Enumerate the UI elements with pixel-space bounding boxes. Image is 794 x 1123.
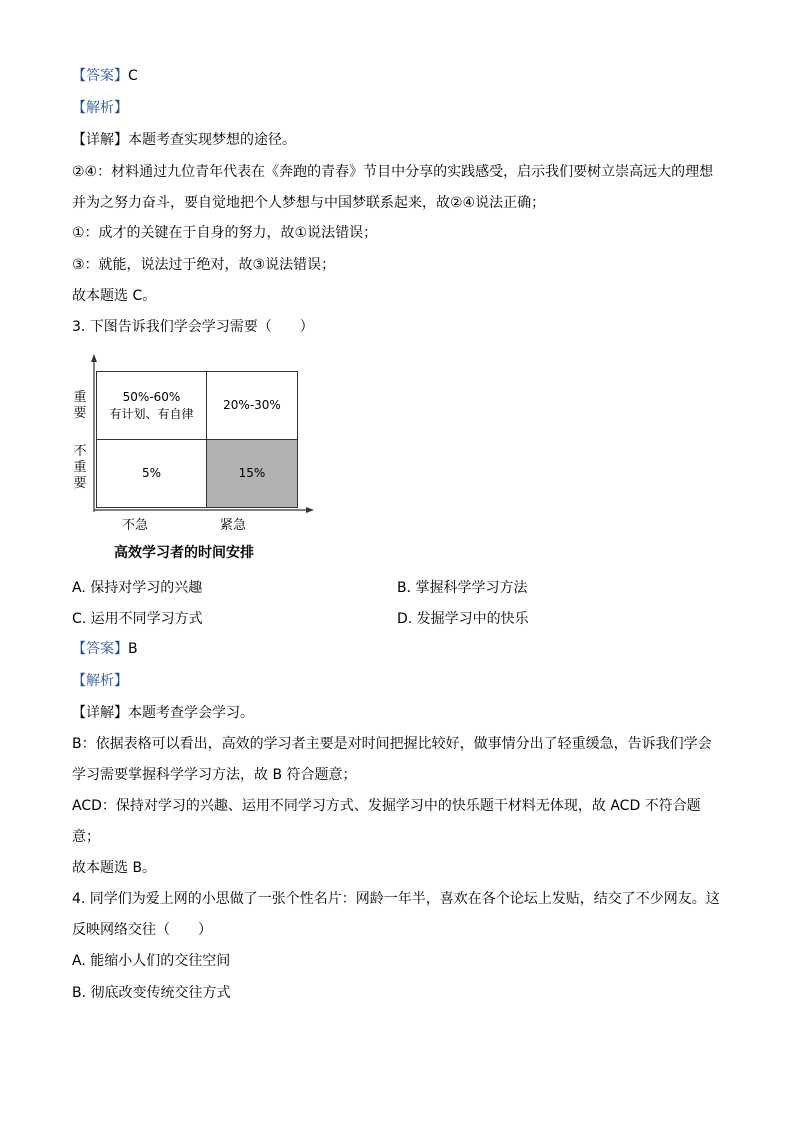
q3-answer-line [72,640,138,658]
q4-stem-line-2: 反映网络交往（ ） [72,922,212,938]
cell-value: 5% [141,466,162,480]
q2-line-4: ③：就能，说法过于绝对，故③说法错误； [72,257,336,273]
cell-important-urgent [206,371,298,440]
option-c: C. 运用不同学习方式 [72,611,203,627]
x-label-not-urgent: 不急 [122,518,149,533]
detail-label: 【详解】 [72,132,128,148]
q4-option-a: A. 能缩小人们的交往空间 [72,953,231,969]
analysis-label: 【解析】 [72,673,128,689]
detail-label: 【详解】 [72,705,128,721]
figure-title: 高效学习者的时间安排 [114,545,254,561]
cell-unimportant-urgent [206,439,298,508]
cell-value: 20%-30% [223,398,281,412]
y-label-unimportant: 不重要 [73,444,87,491]
q2-answer-line [72,67,138,85]
cell-value: 50%-60% [122,389,181,404]
detail-text: 本题考查实现梦想的途径。 [128,132,296,148]
y-label-important: 重要 [73,390,87,421]
q2-detail-line [72,131,296,149]
answer-label: 【答案】 [72,641,128,657]
option-b: B. 掌握科学学习方法 [397,580,528,596]
cell-value: 15% [238,466,266,480]
option-d: D. 发掘学习中的快乐 [397,611,529,627]
q2-conclusion: 故本题选 C。 [72,288,157,304]
analysis-label: 【解析】 [72,100,128,116]
cell-important-not-urgent [96,371,207,440]
q3-conclusion: 故本题选 B。 [72,860,157,876]
q4-stem-line-1: 4. 同学们为爱上网的小思做了一张个性名片：网龄一年半，喜欢在各个论坛上发贴，结交了不少网友。这 [72,891,720,907]
time-matrix-figure [70,352,330,566]
q2-line-2: 并为之努力奋斗，要自觉地把个人梦想与中国梦联系起来，故②④说法正确； [72,195,546,211]
answer-label: 【答案】 [72,68,128,84]
q2-line-3: ①：成才的关键在于自身的努力，故①说法错误； [72,225,378,241]
x-axis-arrow-icon [306,507,314,513]
answer-value: C [128,68,138,84]
q3-line-1: B：依据表格可以看出，高效的学习者主要是对时间把握比较好，做事情分出了轻重缓急，告诉我们学会 [72,736,712,752]
cell-unimportant-not-urgent [96,439,207,508]
q3-line-3: ACD：保持对学习的兴趣、运用不同学习方式、发掘学习中的快乐题干材料无体现，故 ACD 不符合题 [72,798,701,814]
cell-note: 有计划、有自律 [109,406,194,421]
answer-value: B [128,641,138,657]
q2-line-1: ②④：材料通过九位青年代表在《奔跑的青春》节目中分享的实践感受，启示我们要树立崇高远大的理想 [72,164,714,180]
detail-text: 本题考查学会学习。 [128,705,254,721]
option-a: A. 保持对学习的兴趣 [72,580,203,596]
q3-stem: 3. 下图告诉我们学会学习需要（ ） [72,319,314,335]
q3-detail-line [72,704,254,722]
q3-line-4: 意； [72,829,100,845]
y-axis-arrow-icon [91,354,97,362]
q4-option-b: B. 彻底改变传统交往方式 [72,985,231,1001]
q3-line-2: 学习需要掌握科学学习方法，故 B 符合题意； [72,767,357,783]
x-label-urgent: 紧急 [220,518,247,533]
